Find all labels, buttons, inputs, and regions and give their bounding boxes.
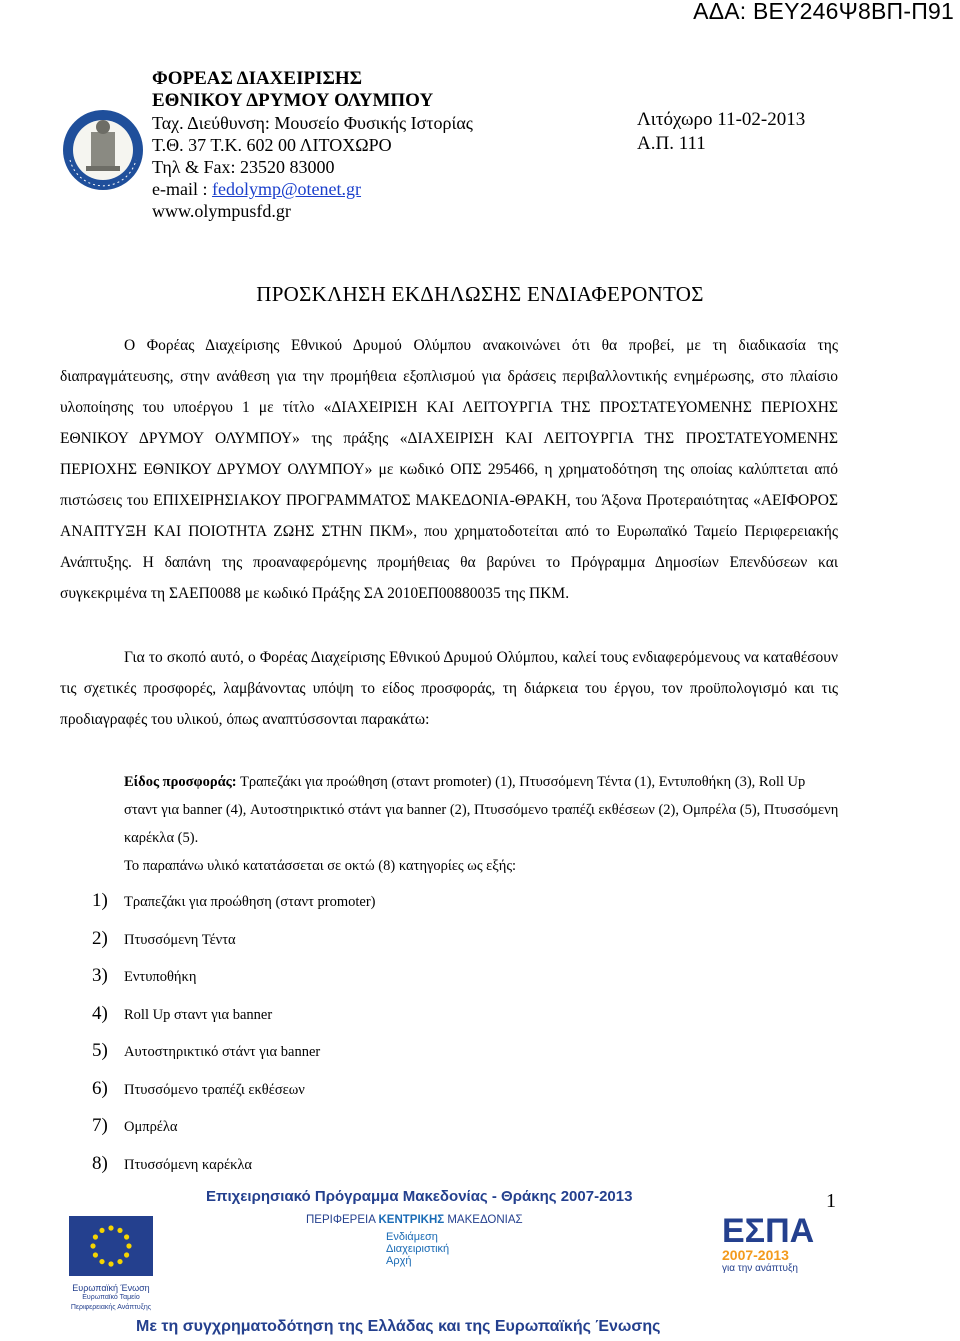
olympus-logo: [60, 80, 146, 220]
list-label: Εντυποθήκη: [124, 969, 197, 985]
eu-star: [124, 1252, 129, 1257]
org-postal: Τ.Θ. 37 Τ.Κ. 602 00 ΛΙΤΟΧΩΡΟ: [152, 135, 392, 155]
list-label: Roll Up σταντ για banner: [124, 1006, 273, 1023]
eu-star: [117, 1228, 122, 1233]
list-number: 8): [92, 1152, 108, 1174]
categories-intro: Το παραπάνω υλικό κατατάσσεται σε οκτώ (8) κατηγορίες ως εξής:: [124, 858, 517, 874]
offer-label: Είδος προσφοράς:: [124, 774, 237, 790]
list-label: Πτυσσόμενη καρέκλα: [124, 1156, 253, 1173]
list-item: [92, 928, 376, 966]
region-label: [306, 1214, 523, 1226]
eu-star: [126, 1243, 131, 1248]
list-item: [92, 1115, 376, 1153]
org-name-line1: ΦΟΡΕΑΣ ΔΙΑΧΕΙΡΙΣΗΣ: [152, 68, 363, 89]
page-number: 1: [826, 1190, 836, 1212]
eu-flag-logo: [69, 1216, 153, 1310]
ada-code: ΑΔΑ: ΒΕΥ246Ψ8ΒΠ-Π91: [693, 0, 954, 24]
offer-text: Τραπεζάκι για προώθηση (σταντ promoter) (1), Πτυσσόμενη Τέντα (1), Εντυποθήκη (3), Roll Up σταντ για banner (4), Αυτοστηρικτικό στάντ για banner (2), Πτυσσόμενο τραπέζι εκθέσεων (2), Ομπρέλα (5), Πτυσσόμενη καρέκλα (5).: [124, 774, 839, 846]
eu-caption2: Ευρωπαϊκό Ταμείο: [82, 1294, 140, 1301]
eu-star: [93, 1234, 98, 1239]
list-item: [92, 965, 376, 1003]
org-email-line: [152, 178, 473, 200]
eu-star: [117, 1259, 122, 1264]
program-title: Επιχειρησιακό Πρόγραμμα Μακεδονίας - Θράκης 2007-2013: [206, 1188, 633, 1205]
list-number: 1): [92, 890, 108, 911]
region-suffix: ΜΑΚΕΔΟΝΙΑΣ: [444, 1214, 523, 1226]
espa-years: 2007-2013: [722, 1247, 789, 1263]
org-website: www.olympusfd.gr: [152, 201, 291, 221]
agency-line1: Ενδιάμεση: [386, 1231, 438, 1243]
list-number: 7): [92, 1115, 108, 1136]
categories-list: [92, 890, 376, 1190]
email-link[interactable]: fedolymp@otenet.gr: [211, 179, 362, 199]
eu-star: [99, 1228, 104, 1233]
eu-caption1: Ευρωπαϊκή Ένωση: [72, 1283, 150, 1293]
managing-authority: [386, 1231, 449, 1267]
offer-description: [124, 768, 840, 852]
espa-text: ΕΣΠΑ: [722, 1212, 815, 1250]
list-number: 5): [92, 1040, 108, 1061]
email-prefix: e-mail :: [152, 179, 212, 199]
list-number: 2): [92, 927, 108, 949]
list-label: Πτυσσόμενο τραπέζι εκθέσεων: [124, 1081, 305, 1098]
eu-star: [90, 1243, 95, 1248]
document-title: ΠΡΟΣΚΛΗΣΗ ΕΚΔΗΛΩΣΗΣ ΕΝΔΙΑΦΕΡΟΝΤΟΣ: [256, 282, 704, 306]
eu-star: [124, 1234, 129, 1239]
espa-slogan: για την ανάπτυξη: [722, 1263, 798, 1274]
list-item: [92, 1040, 376, 1078]
protocol-number: Α.Π. 111: [637, 133, 706, 154]
agency-line2: Διαχειριστική: [386, 1243, 450, 1255]
list-number: 6): [92, 1077, 108, 1099]
org-phone: Τηλ & Fax: 23520 83000: [152, 157, 335, 177]
list-item: [92, 1003, 376, 1041]
eu-star: [108, 1261, 113, 1266]
region-bold: ΚΕΝΤΡΙΚΗΣ: [378, 1214, 445, 1226]
org-name-line2: ΕΘΝΙΚΟΥ ΔΡΥΜΟΥ ΟΛΥΜΠΟΥ: [152, 90, 434, 111]
list-number: 3): [92, 965, 108, 986]
paragraph-1: Ο Φορέας Διαχείρισης Εθνικού Δρυμού Ολύμπου ανακοινώνει ότι θα προβεί, με τη διαδικασία της διαπραγμάτευσης, στην ανάθεση για την προμήθεια εξοπλισμού για δράσεις περιβαλλοντικής ενημέρωσης, στο πλαίσιο υλοποίησης του υποέργου 1 με τίτλο «ΔΙΑΧΕΙΡΙΣΗ ΚΑΙ ΛΕΙΤΟΥΡΓΙΑ ΤΗΣ ΠΡΟΣΤΑΤΕΥΟΜΕΝΗΣ ΠΕΡΙΟΧΗΣ ΕΘΝΙΚΟΥ ΔΡΥΜΟΥ ΟΛΥΜΠΟΥ» της πράξης «ΔΙΑΧΕΙΡΙΣΗ ΚΑΙ ΛΕΙΤΟΥΡΓΙΑ ΤΗΣ ΠΡΟΣΤΑΤΕΥΟΜΕΝΗΣ ΠΕΡΙΟΧΗΣ ΕΘΝΙΚΟΥ ΔΡΥΜΟΥ ΟΛΥΜΠΟΥ» με κωδικό ΟΠΣ 295466, η χρηματοδότηση της οποίας καλύπτεται από πιστώσεις του ΕΠΙΧΕΙΡΗΣΙΑΚΟΥ ΠΡΟΓΡΑΜΜΑΤΟΣ ΜΑΚΕΔΟΝΙΑ-ΘΡΑΚΗ, του Άξονα Προτεραιότητας «ΑΕΙΦΟΡΟΣ ΑΝΑΠΤΥΞΗ ΚΑΙ ΠΟΙΟΤΗΤΑ ΖΩΗΣ ΣΤΗΝ ΠΚΜ», που χρηματοδοτείται από το Ευρωπαϊκό Ταμείο Περιφερειακής Ανάπτυξης. Η δαπάνη της προαναφερόμενης προμήθειας θα βαρύνει το Πρόγραμμα Δημοσίων Επενδύσεων και συγκεκριμένα τη ΣΑΕΠ0088 με κωδικό Πράξης ΣΑ 2010ΕΠ00880035 της ΠΚΜ.: [60, 337, 838, 602]
list-item: [92, 1153, 376, 1191]
list-item: [92, 1078, 376, 1116]
paragraph-2: Για το σκοπό αυτό, ο Φορέας Διαχείρισης Εθνικού Δρυμού Ολύμπου, καλεί τους ενδιαφερόμενους να καταθέσουν τις σχετικές προσφορές, λαμβάνοντας υπόψη το είδος προσφοράς, τη διάρκεια του έργου, τον προϋπολογισμό και τις προδιαγραφές του υλικού, όπως αναπτύσσονται παρακάτω:: [60, 649, 838, 728]
list-number: 4): [92, 1002, 108, 1024]
date-block: [637, 108, 805, 156]
list-label: Τραπεζάκι για προώθηση (σταντ promoter): [124, 894, 376, 910]
agency-line3: Αρχή: [386, 1255, 412, 1267]
cofunding-statement: Με τη συγχρηματοδότηση της Ελλάδας και της Ευρωπαϊκής Ένωσης: [136, 1318, 661, 1335]
eu-star: [108, 1225, 113, 1230]
eu-star: [93, 1252, 98, 1257]
eu-caption3: Περιφερειακής Ανάπτυξης: [70, 1304, 152, 1311]
eu-star: [99, 1259, 104, 1264]
region-prefix: ΠΕΡΙΦΕΡΕΙΑ: [306, 1214, 379, 1226]
espa-logo: [722, 1212, 815, 1274]
org-address: Ταχ. Διεύθυνση: Μουσείο Φυσικής Ιστορίας: [152, 113, 473, 133]
list-label: Ομπρέλα: [124, 1119, 178, 1135]
list-item: [92, 890, 376, 928]
list-label: Πτυσσόμενη Τέντα: [124, 931, 236, 948]
list-label: Αυτοστηρικτικό στάντ για banner: [124, 1044, 321, 1060]
org-header: [152, 68, 473, 222]
document-date: Λιτόχωρο 11-02-2013: [637, 109, 806, 130]
